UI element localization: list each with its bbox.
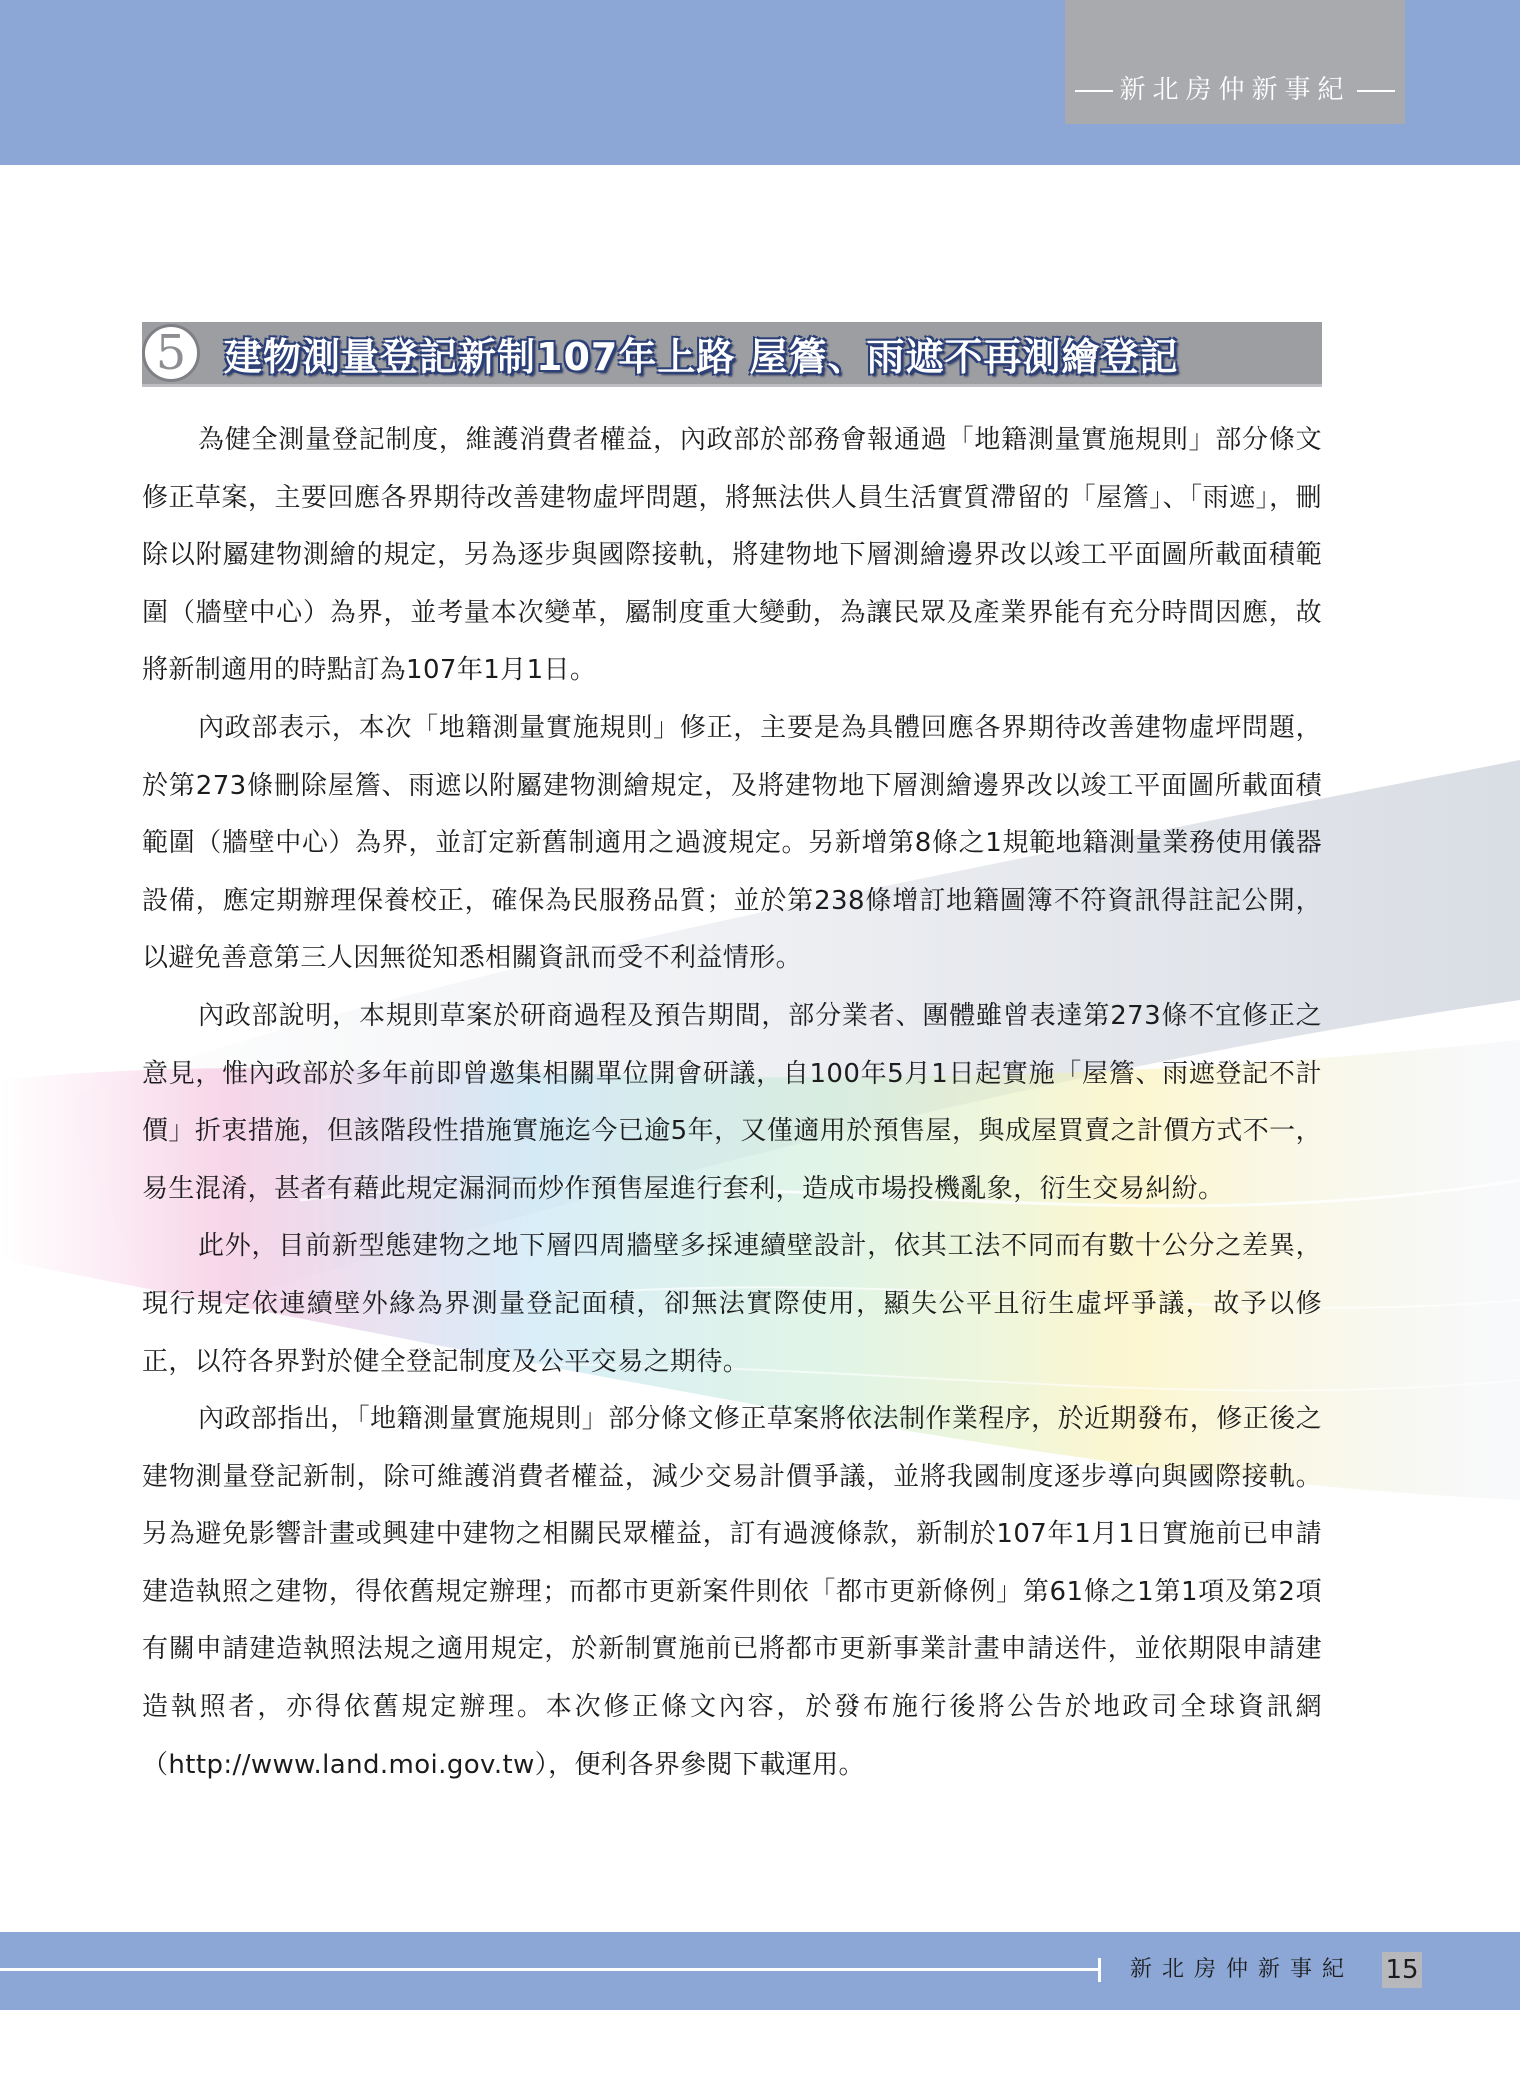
header-dash-left: [1075, 90, 1113, 92]
footer-running-title: 新北房仲新事紀: [1130, 1957, 1355, 1982]
header-running-title: 新北房仲新事紀: [1119, 75, 1351, 105]
paragraph-4: 此外，目前新型態建物之地下層四周牆壁多採連續壁設計，依其工法不同而有數十公分之差異，現行規定依連續壁外緣為界測量登記面積，卻無法實際使用，顯失公平且衍生虛坪爭議，故予以修正，以符各界對於健全登記制度及公平交易之期待。: [142, 1231, 1322, 1377]
header-tab: [1065, 0, 1405, 124]
section-number-badge: 5: [142, 324, 200, 382]
paragraph-2: 內政部表示，本次「地籍測量實施規則」修正，主要是為具體回應各界期待改善建物虛坪問題，於第273條刪除屋簷、雨遮以附屬建物測繪規定，及將建物地下層測繪邊界改以竣工平面圖所載面積範圍（牆壁中心）為界，並訂定新舊制適用之過渡規定。另新增第8條之1規範地籍測量業務使用儀器設備，應定期辦理保養校正，確保為民服務品質；並於第238條增訂地籍圖簿不符資訊得註記公開，以避免善意第三人因無從知悉相關資訊而受不利益情形。: [142, 712, 1322, 974]
paragraph-1: 為健全測量登記制度，維護消費者權益，內政部於部務會報通過「地籍測量實施規則」部分條文修正草案，主要回應各界期待改善建物虛坪問題，將無法供人員生活實質滯留的「屋簷」、「雨遮」，刪除以附屬建物測繪的規定，另為逐步與國際接軌，將建物地下層測繪邊界改以竣工平面圖所載面積範圍（牆壁中心）為界，並考量本次變革，屬制度重大變動，為讓民眾及產業界能有充分時間因應，故將新制適用的時點訂為107年1月1日。: [142, 425, 1322, 686]
paragraph-5: 內政部指出，「地籍測量實施規則」部分條文修正草案將依法制作業程序，於近期發布，修正後之建物測量登記新制，除可維護消費者權益，減少交易計價爭議，並將我國制度逐步導向與國際接軌。另為避免影響計畫或興建中建物之相關民眾權益，訂有過渡條款，新制於107年1月1日實施前已申請建造執照之建物，得依舊規定辦理；而都市更新案件則依「都市更新條例」第61條之1第1項及第2項有關申請建造執照法規之適用規定，於新制實施前已將都市更新事業計畫申請送件，並依期限申請建造執照者，亦得依舊規定辦理。本次修正條文內容，於發布施行後將公告於地政司全球資訊網（http://www.land.moi.gov.tw），便利各界參閱下載運用。: [142, 1404, 1322, 1780]
header-dash-right: [1357, 90, 1395, 92]
footer-rule: [0, 1968, 1098, 1971]
footer-rule-tick: [1098, 1958, 1101, 1982]
page-number: 15: [1382, 1952, 1422, 1988]
section-title: 建物測量登記新制107年上路 屋簷、雨遮不再測繪登記: [224, 334, 1179, 379]
section-header-bar: [142, 322, 1322, 387]
article-body: [142, 412, 1322, 1794]
paragraph-3: 內政部說明，本規則草案於研商過程及預告期間，部分業者、團體雖曾表達第273條不宜修正之意見，惟內政部於多年前即曾邀集相關單位開會研議，自100年5月1日起實施「屋簷、雨遮登記不計價」折衷措施，但該階段性措施實施迄今已逾5年，又僅適用於預售屋，與成屋買賣之計價方式不一，易生混淆，甚者有藉此規定漏洞而炒作預售屋進行套利，造成市場投機亂象，衍生交易糾紛。: [142, 1000, 1322, 1204]
header-running-title-wrap: [1069, 69, 1400, 106]
